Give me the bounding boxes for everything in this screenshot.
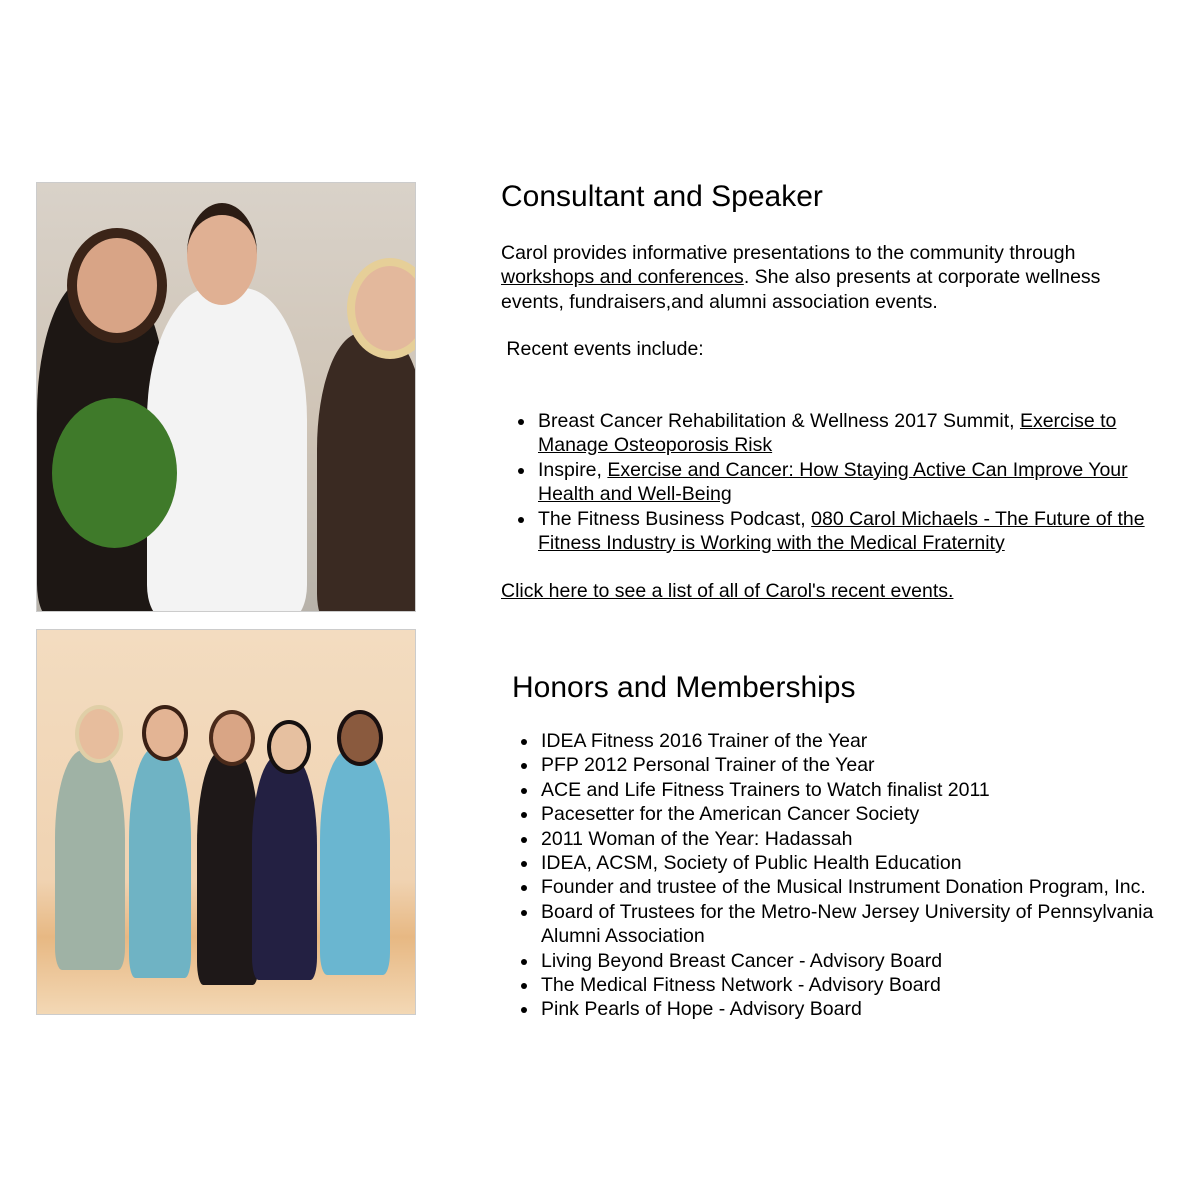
honor-item: The Medical Fitness Network - Advisory Board [541,973,1191,997]
event-link[interactable]: Exercise to Manage Osteoporosis Risk [538,410,1117,457]
consultant-heading: Consultant and Speaker [501,180,823,213]
recent-events-label: Recent events include: [501,338,704,360]
honor-item: Living Beyond Breast Cancer - Advisory Board [541,949,1191,973]
event-link[interactable]: Exercise and Cancer: How Staying Active Can Improve Your Health and Well-Being [538,458,1128,506]
consultant-intro [501,241,1141,314]
photo-exercise-group [36,629,416,1015]
event-source: Breast Cancer Rehabilitation & Wellness 2017 Summit, [538,410,1020,432]
workshops-link[interactable]: workshops and conferences [501,266,744,289]
intro-text: Carol provides informative presentations to the community through [501,242,1076,264]
honors-list [541,729,1191,1022]
recent-events-list [538,409,1186,555]
event-item [538,458,1186,507]
all-events-link[interactable]: Click here to see a list of all of Carol's recent events. [501,580,954,602]
event-source: The Fitness Business Podcast, [538,507,812,530]
honor-item: Founder and trustee of the Musical Instrument Donation Program, Inc. [541,875,1191,899]
honor-item: Pink Pearls of Hope - Advisory Board [541,997,1191,1021]
honor-item: PFP 2012 Personal Trainer of the Year [541,753,1191,777]
all-events-paragraph [501,579,953,603]
honor-item: Board of Trustees for the Metro-New Jersey University of Pennsylvania Alumni Association [541,900,1191,949]
photo-carol-with-nutritionist [36,182,416,612]
event-item [538,409,1186,458]
event-item [538,507,1186,556]
honor-item: 2011 Woman of the Year: Hadassah [541,827,1191,851]
honors-heading: Honors and Memberships [512,671,856,704]
honor-item: Pacesetter for the American Cancer Society [541,802,1191,826]
honor-item: IDEA Fitness 2016 Trainer of the Year [541,729,1191,753]
honor-item: IDEA, ACSM, Society of Public Health Education [541,851,1191,875]
intro-text-end: . She also presents at corporate wellness events, fundraisers,and alumni association events. [501,266,1101,313]
event-source: Inspire, [538,458,608,481]
honor-item: ACE and Life Fitness Trainers to Watch finalist 2011 [541,778,1191,802]
event-link[interactable]: 080 Carol Michaels - The Future of the Fitness Industry is Working with the Medical Fraternity [538,507,1145,555]
